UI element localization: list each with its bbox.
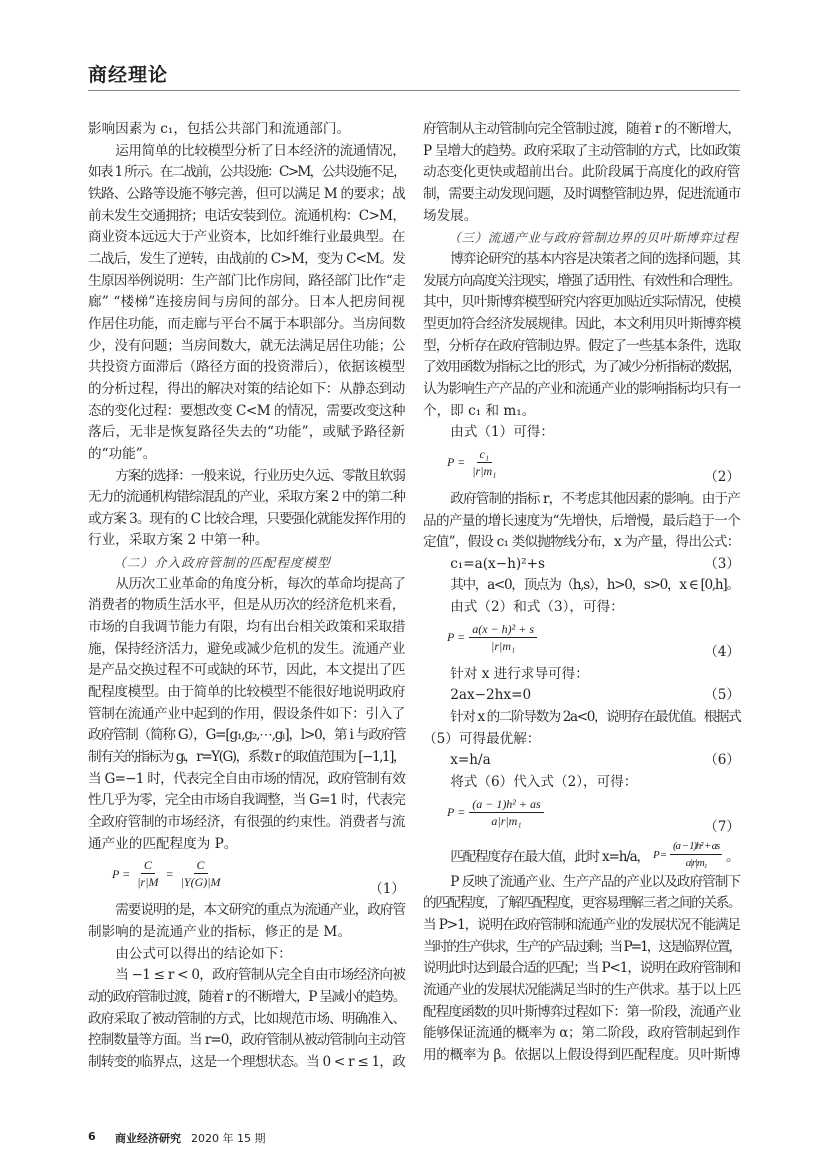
text-line: 制转变的临界点，这是一个理想状态。当 0 < r ≤ 1，政 xyxy=(88,1053,405,1070)
text-line: 了效用函数为指标之比的形式，为了减少分析指标的数据， xyxy=(423,359,741,376)
paragraph xyxy=(423,249,740,422)
paragraph xyxy=(423,664,740,686)
fraction xyxy=(469,796,543,830)
equation xyxy=(88,855,405,900)
section-heading: （二）介入政府管制的匹配程度模型 xyxy=(113,555,331,571)
text-line: 府管制从主动管制向完全管制过渡，随着 r 的不断增大， xyxy=(423,121,741,137)
text-line: 由公式可以得出的结论如下： xyxy=(115,945,292,962)
text-line: 消费者的物质生活水平，但是从历次的经济危机来看， xyxy=(88,597,405,614)
section-title: 商经理论 xyxy=(88,64,169,86)
paragraph xyxy=(88,944,405,966)
equation-number: （5） xyxy=(704,687,740,704)
right-column xyxy=(423,119,740,1067)
text-line: 性几乎为零，完全由市场自我调整，当 G=1 时，代表完 xyxy=(88,792,406,809)
text-line: 由式（2）和式（3），可得： xyxy=(450,599,624,616)
text-line: 是产品交换过程不可或缺的环节，因此，本文提出了匹 xyxy=(88,662,405,679)
fraction-numerator: (a − 1)h² + as xyxy=(469,796,543,813)
text-line: 型更加符合经济发展规律。因此，本文利用贝叶斯博弈模 xyxy=(423,315,741,332)
fraction xyxy=(469,446,499,480)
text-line: 落后，无非是恢复路径失去的“功能”，或赋予路径新 xyxy=(88,424,405,441)
text-line: 型，分析存在政府管制边界。假定了一些基本条件，选取 xyxy=(423,337,741,354)
text-line: 商业资本远远大于产业资本，比如纤维行业最典型。在 xyxy=(88,229,405,246)
fraction-numerator: c₁ xyxy=(477,446,493,463)
text-line: 的匹配程度，了解匹配程度，更容易理解三者之间的关系。 xyxy=(423,895,741,912)
fraction-numerator: (a − 1)h² + as xyxy=(670,838,722,855)
text-line: 由式（1）可得： xyxy=(450,424,554,441)
journal-issue: 2020 年 15 期 xyxy=(191,1132,266,1145)
text-line: 其中，a<0，顶点为（h,s），h>0，s>0，x ∈ [0,h]。 xyxy=(450,577,739,594)
text-line: 管制在流通产业中起到的作用，假设条件如下：引入了 xyxy=(88,705,405,722)
text-line: 动的政府管制过渡，随着 r 的不断增大，P 呈减小的趋势。 xyxy=(88,988,406,1005)
text-line: 政府管制的指标 r，不考虑其他因素的影响。由于产 xyxy=(450,490,740,507)
equation xyxy=(423,554,740,576)
fraction-denominator: |r|m₁ xyxy=(491,638,516,653)
text-line: 控制数量等方面。当 r=0，政府管制从被动管制向主动管 xyxy=(88,1032,405,1049)
equation-number: （7） xyxy=(704,819,740,836)
text-line: 二战后，发生了逆转，由战前的 C>M，变为 C<M。发 xyxy=(88,250,405,267)
text-line: 博弈论研究的基本内容是决策者之间的选择问题，其 xyxy=(450,250,740,267)
fraction-denominator: a|r|m₁ xyxy=(685,857,707,870)
text-line: 共投资方面滞后（路径方面的投资滞后），依据该模型 xyxy=(88,359,406,376)
equation xyxy=(423,750,740,772)
text-line: 场发展。 xyxy=(423,207,478,224)
paragraph xyxy=(88,965,405,1073)
text-line: 前未发生交通拥挤；电话安装到位。流通机构：C>M， xyxy=(88,207,406,224)
formula-lhs: P = xyxy=(652,849,667,862)
fraction xyxy=(134,857,161,891)
equation xyxy=(423,619,740,664)
inline-formula xyxy=(653,838,726,872)
paragraph xyxy=(423,422,740,444)
text-line: 影响因素为 c₁，包括公共部门和流通部门。 xyxy=(88,121,351,137)
text-line: 针对 x 进行求导可得： xyxy=(450,665,589,682)
text-line: 定值”，假设 c₁ 类似抛物线分布，x 为产量，得出公式： xyxy=(423,534,740,551)
paragraph xyxy=(423,772,740,794)
text-line: 配程度模型。由于简单的比较模型不能很好地说明政府 xyxy=(88,684,405,701)
text-line: 少，没有问题；当房间数大，就无法满足居住功能；公 xyxy=(88,337,405,354)
formula-lhs: P = xyxy=(112,866,131,881)
formula xyxy=(112,857,228,891)
fraction-denominator: a|r|m₁ xyxy=(491,813,522,828)
fraction-denominator: |Y(G)|M xyxy=(180,875,221,890)
equation-number: （1） xyxy=(369,880,405,897)
equation xyxy=(423,444,740,489)
paragraph xyxy=(423,489,740,554)
equation xyxy=(423,685,740,707)
text-line: 施，保持经济活力，避免或减少危机的发生。流通产业 xyxy=(88,640,405,657)
equation-body: c₁=a(x−h)²+s xyxy=(450,555,545,572)
header-rule xyxy=(88,90,740,91)
text-line: 运用简单的比较模型分析了日本经济的流通情况， xyxy=(115,142,406,159)
paragraph xyxy=(88,466,405,553)
fraction-numerator: C xyxy=(194,857,208,874)
text-line: 行业，采取方案 2 中第一种。 xyxy=(88,532,269,549)
text-line: （5）可得最优解： xyxy=(423,730,541,747)
fraction-denominator: |r|M xyxy=(137,875,159,890)
equation-body: x=h/a xyxy=(450,752,491,769)
equation-number: （3） xyxy=(704,555,740,572)
text-line: 认为影响生产产品的产业和流通产业的影响指标均只有一 xyxy=(423,380,741,397)
text-line: 如表 1 所示。在二战前，公共设施：C>M，公共设施不足， xyxy=(88,164,405,181)
text-line: 政府管制（简称 G），G=[g₁,g₂,⋯,gₗ]，l>0，第 i 与政府管 xyxy=(88,727,406,744)
text-line: 政府采取了被动管制的方式，比如规范市场、明确准入、 xyxy=(88,1010,406,1027)
paragraph xyxy=(88,141,405,466)
paragraph xyxy=(88,900,405,943)
paragraph xyxy=(423,707,740,729)
paragraph xyxy=(423,575,740,597)
text-line: 能够保证流通的概率为 α；第二阶段，政府管制起到作 xyxy=(423,1025,740,1042)
text-line: 市场的自我调节能力有限，均有出台相关政策和采取措 xyxy=(88,619,405,636)
fraction-numerator: a(x − h)² + s xyxy=(469,621,537,638)
equation-number: （2） xyxy=(704,469,740,486)
paragraph xyxy=(423,119,740,227)
page-footer xyxy=(88,1130,265,1146)
formula xyxy=(447,446,503,480)
journal-name: 商业经济研究 xyxy=(115,1132,181,1145)
text-line: 的“功能”。 xyxy=(88,445,157,462)
text-line: 发展方向高度关注现实，增强了适用性、有效性和合理性。 xyxy=(423,272,741,289)
text-line: 的分析过程，得出的解决对策的结论如下：从静态到动 xyxy=(88,380,405,397)
fraction xyxy=(469,621,537,655)
left-column xyxy=(88,119,405,1074)
paragraph xyxy=(423,597,740,619)
text-line: 针对 x 的二阶导数为 2a<0，说明存在最优值。根据式 xyxy=(450,709,741,726)
fraction xyxy=(670,838,722,872)
text-line: 说明此时达到最合适的匹配；当 P<1，说明在政府管制和 xyxy=(423,960,740,977)
text-line: 当时的生产供求，生产的产品过剩；当 P=1，这是临界位置， xyxy=(423,938,740,955)
text-line: 需要说明的是，本文研究的重点为流通产业，政府管 xyxy=(115,902,405,919)
text-segment: 。 xyxy=(725,849,739,866)
fraction-denominator: |r|m₁ xyxy=(472,463,497,478)
equation xyxy=(423,794,740,839)
formula xyxy=(447,621,541,655)
text-line: 无力的流通机构错综混乱的产业，采取方案 2 中的第二种 xyxy=(88,489,405,506)
text-line: 动态变化更快或超前出台。此阶段属于高度化的政府管 xyxy=(423,164,740,181)
text-line: 或方案 3。现有的 C 比较合理，只要强化就能发挥作用的 xyxy=(88,510,405,527)
text-line: 作居住功能，而走廊与平台不属于本职部分。当房间数 xyxy=(88,315,405,332)
formula-lhs: P = xyxy=(447,805,466,820)
section-heading: （三）流通产业与政府管制边界的贝叶斯博弈过程 xyxy=(448,230,739,246)
fraction-numerator: C xyxy=(141,857,155,874)
text-line: 制影响的是流通产业的指标，修正的是 M。 xyxy=(88,923,351,940)
paragraph xyxy=(423,729,740,751)
text-line: 铁路、公路等设施不够完善，但可以满足 M 的要求；战 xyxy=(88,185,406,202)
text-line: P 呈增大的趋势。政府采取了主动管制的方式，比如政策 xyxy=(423,142,740,159)
text-line: 当 −1 ≤ r < 0，政府管制从完全自由市场经济向被 xyxy=(115,967,405,984)
text-line-with-formula xyxy=(423,839,740,872)
formula xyxy=(447,796,548,830)
text-line: 生原因举例说明：生产部门比作房间，路径部门比作“走 xyxy=(88,272,405,289)
equation-number: （4） xyxy=(704,644,740,661)
text-line: 将式（6）代入式（2），可得： xyxy=(450,774,638,791)
formula-lhs: P = xyxy=(447,455,466,470)
paragraph xyxy=(88,574,405,856)
text-line: 态的变化过程：要想改变 C<M 的情况，需要改变这种 xyxy=(88,402,405,419)
text-line: 配程度函数的贝叶斯博弈过程如下：第一阶段，流通产业 xyxy=(423,1003,741,1020)
text-line: 其中，贝叶斯博弈模型研究内容更加贴近实际情况，使模 xyxy=(423,294,741,311)
text-line: 流通产业的发展状况能满足当时的生产供求。基于以上匹 xyxy=(423,982,741,998)
text-segment: 匹配程度存在最大值，此时 x=h/a， xyxy=(450,849,649,866)
text-line: 制，需要主动发现问题，及时调整管制边界，促进流通市 xyxy=(423,185,741,202)
paragraph xyxy=(423,872,740,1067)
text-line: 廊” “楼梯”连接房间与房间的部分。日本人把房间视 xyxy=(88,294,405,311)
paragraph xyxy=(88,119,405,141)
text-line: 全政府管制的市场经济，有很强的约束性。消费者与流 xyxy=(88,814,405,830)
formula-lhs: P = xyxy=(447,630,466,645)
text-line: 方案的选择：一般来说，行业历史久远、零散且软弱 xyxy=(115,467,405,484)
equation-number: （6） xyxy=(704,752,740,769)
text-line: 从历次工业革命的角度分析，每次的革命均提高了 xyxy=(115,575,406,592)
text-line: 个，即 c₁ 和 m₁。 xyxy=(423,402,536,419)
text-line: 品的产量的增长速度为“先增快，后增慢，最后趋于一个 xyxy=(423,512,740,529)
page-number: 6 xyxy=(88,1130,96,1143)
text-line: 当 G=−1 时，代表完全自由市场的情况，政府管制有效 xyxy=(88,770,405,787)
text-line: 通产业的匹配程度为 P。 xyxy=(88,835,238,852)
equals-sign: = xyxy=(165,866,174,881)
text-line: P 反映了流通产业、生产产品的产业以及政府管制下 xyxy=(450,873,740,890)
text-line: 用的概率为 β。依据以上假设得到匹配程度。贝叶斯博 xyxy=(423,1046,741,1063)
text-line: 当 P>1，说明在政府管制和流通产业的发展状况不能满足 xyxy=(423,917,740,934)
equation-body: 2ax−2hx=0 xyxy=(450,687,532,704)
fraction xyxy=(178,857,224,891)
text-line: 制有关的指标为 gᵢ，r=Y(G)，系数 r 的取值范围为 [−1,1]， xyxy=(88,749,405,766)
